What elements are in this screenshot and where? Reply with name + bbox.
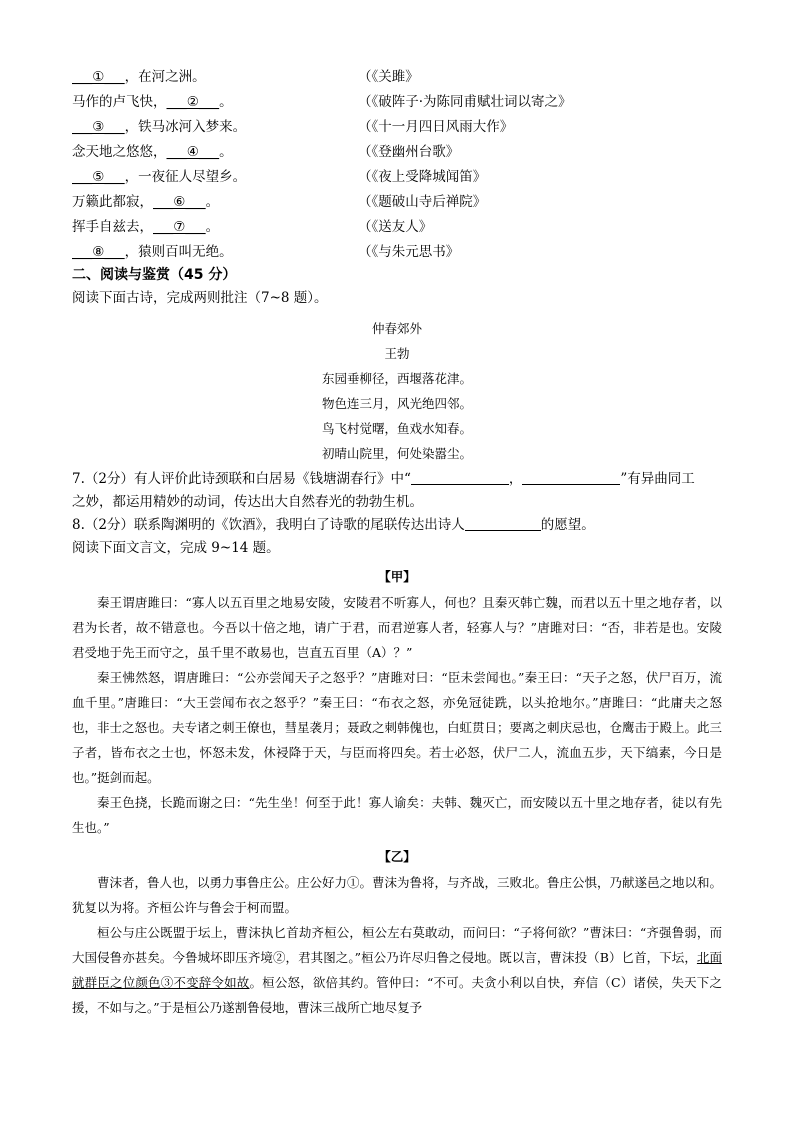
q7-blank-2[interactable] [522, 470, 620, 485]
fill-before: 挥手自兹去， [72, 218, 153, 235]
fill-blank-3[interactable]: ___③___ [72, 118, 125, 135]
fill-after: ，一夜征人尽望乡。 [124, 168, 247, 185]
fill-row-6 [72, 187, 722, 212]
fill-before: 万籁此都寂， [72, 193, 153, 210]
passage-jia-title: 【甲】 [378, 569, 416, 584]
q7-continued: 之妙，都运用精妙的动词，传达出大自然春光的勃勃生机。 [72, 494, 423, 510]
q7-text: ， [508, 471, 523, 487]
fill-blank-8[interactable]: ___⑧___ [72, 243, 125, 260]
fill-source: （《与朱元思书》 [358, 243, 460, 260]
fill-after: ，在河之洲。 [124, 68, 206, 85]
q7-blank-1[interactable] [411, 470, 509, 485]
poem [72, 316, 722, 466]
fill-row-5 [72, 162, 722, 187]
fill-blank-7[interactable]: ___⑦___ [153, 218, 206, 235]
question-7 [72, 468, 722, 491]
fill-blank-4[interactable]: ___④___ [166, 143, 220, 160]
prose-intro: 阅读下面文言文，完成 9~14 题。 [72, 540, 280, 556]
fill-source: （《登幽州台歌》 [358, 143, 460, 160]
jia-paragraph: 秦王怫然怒，谓唐雎曰：“公亦尝闻天子之怒乎？”唐雎对曰：“臣未尝闻也。”秦王曰：“天子之怒，伏尸百万，流血千里。”唐雎曰：“大王尝闻布衣之怒乎？”秦王曰：“布衣之怒，亦免冠徒跣，以头抢地尔。”唐雎曰：“此庸夫之怒也，非士之怒也。夫专诸之刺王僚也，彗星袭月；聂政之刺韩傀也，白虹贯日；要离之刺庆忌也，仓鹰击于殿上。此三子者，皆布衣之士也，怀怒未发，休祲降于天，与臣而将四矣。若士必怒，伏尸二人，流血五步，天下缟素，今日是也。”挺剑而起。 [72, 670, 723, 785]
fill-after: 。 [219, 93, 233, 110]
fill-blank-1[interactable]: ___①___ [72, 68, 125, 85]
fill-blank-6[interactable]: ___⑥___ [153, 193, 206, 210]
q8-text: 的愿望。 [540, 517, 595, 533]
q7-text: 7.（2分）有人评价此诗颈联和白居易《钱塘湖春行》中“ [72, 471, 411, 487]
fill-source: （《破阵子·为陈同甫赋壮词以寄之》 [358, 93, 572, 110]
yi-text: 桓公与庄公既盟于坛上，曹沫执匕首劫齐桓公，桓公左右莫敢动，而问曰：“子将何欲？”曹沫曰：“齐强鲁弱，而大国侵鲁亦甚矣。今鲁城坏即压齐境②，君其图之。”桓公乃许尽归鲁之侵地。既以言，曹沫投（B）匕首，下坛， [72, 925, 722, 965]
fill-source: （《关雎》 [358, 68, 419, 85]
question-8 [72, 514, 722, 537]
fill-after: 。 [219, 143, 233, 160]
fill-after: ，铁马冰河入梦来。 [124, 118, 247, 135]
poem-title: 仲春郊外 [371, 321, 422, 336]
poem-line: 鸟飞村觉曙，鱼戏水知春。 [321, 421, 472, 436]
fill-row-1 [72, 62, 722, 87]
fill-row-3 [72, 112, 722, 137]
poem-author: 王勃 [384, 346, 410, 361]
fill-blank-5[interactable]: ___⑤___ [72, 168, 125, 185]
fill-in-section [72, 62, 722, 262]
poem-line: 物色连三月，风光绝四邻。 [321, 396, 472, 411]
section-title: 二、阅读与鉴赏（45 分） [72, 267, 237, 283]
fill-before: 念天地之悠悠， [72, 143, 167, 160]
fill-row-8 [72, 237, 722, 262]
fill-source: （《十一月四日风雨大作》 [358, 118, 514, 135]
jia-paragraph: 秦王色挠，长跪而谢之曰：“先生坐！何至于此！寡人谕矣：夫韩、魏灭亡，而安陵以五十里之地存者，徒以有先生也。” [72, 795, 722, 835]
poem-intro: 阅读下面古诗，完成两则批注（7~8 题）。 [72, 290, 328, 306]
poem-line: 初晴山院里，何处染嚣尘。 [321, 446, 472, 461]
fill-blank-2[interactable]: ___②___ [166, 93, 220, 110]
fill-source: （《送友人》 [358, 218, 433, 235]
fill-source: （《夜上受降城闻笛》 [358, 168, 487, 185]
yi-text: 。桓公怒，欲倍其约。管仲曰：“不可。夫贪小利以自快，弃信（C）诸侯，失天下之援，不如与之。”于是桓公乃遂割鲁侵地，曹沫三战所亡地尽复予 [72, 975, 722, 1015]
fill-after: ，猿则百叫无绝。 [124, 243, 233, 260]
q8-text: 8.（2分）联系陶渊明的《饮酒》，我明白了诗歌的尾联传达出诗人 [72, 517, 465, 533]
yi-underlined-sentence: 北面就群臣之位颜色③不变辞令如故 [72, 950, 722, 990]
fill-after: 。 [205, 218, 220, 235]
q7-text: ”有异曲同工 [620, 471, 695, 487]
fill-after: 。 [205, 193, 220, 210]
fill-source: （《题破山寺后禅院》 [358, 193, 487, 210]
poem-line: 东园垂柳径，西堰落花津。 [321, 371, 472, 386]
fill-row-4 [72, 137, 722, 162]
yi-paragraph: 曹沫者，鲁人也，以勇力事鲁庄公。庄公好力①。曹沫为鲁将，与齐战，三败北。鲁庄公惧，乃献遂邑之地以和。犹复以为将。齐桓公许与鲁会于柯而盟。 [72, 875, 723, 915]
passage-yi-title: 【乙】 [378, 849, 416, 864]
fill-row-2 [72, 87, 722, 112]
jia-paragraph: 秦王谓唐雎曰：“寡人以五百里之地易安陵，安陵君不听寡人，何也？且秦灭韩亡魏，而君以五十里之地存者，以君为长者，故不错意也。今吾以十倍之地，请广于君，而君逆寡人者，轻寡人与？”唐雎对曰：“否，非若是也。安陵君受地于先王而守之，虽千里不敢易也，岂直五百里（A）？” [72, 595, 722, 660]
fill-row-7 [72, 212, 722, 237]
fill-before: 马作的卢飞快， [72, 93, 167, 110]
q8-blank[interactable] [465, 516, 541, 531]
yi-paragraph [72, 920, 722, 1020]
exam-page [72, 62, 722, 1020]
